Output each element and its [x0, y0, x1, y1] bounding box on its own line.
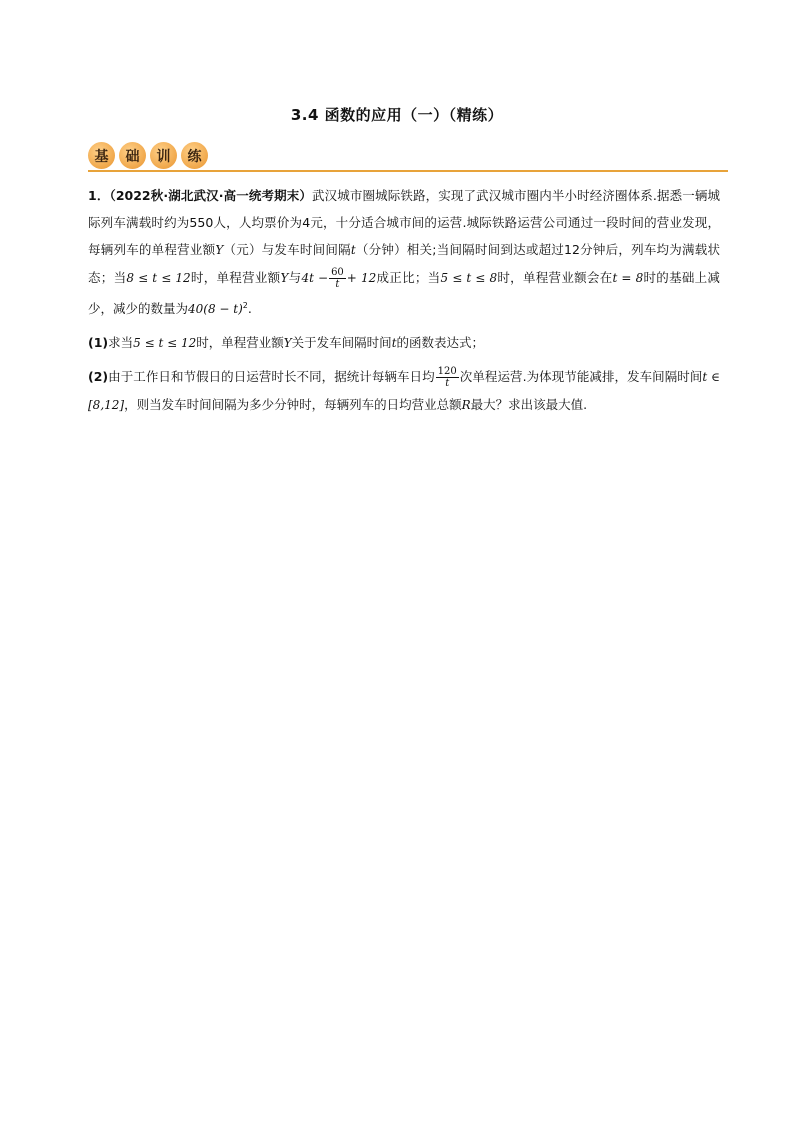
- var-t: t: [391, 336, 397, 351]
- fraction-denominator: t: [445, 378, 450, 390]
- expression-decrease: 40(8 − t): [188, 302, 243, 317]
- fraction-numerator: 120: [437, 366, 457, 378]
- part-2-label: (2): [88, 369, 109, 385]
- problem-source: ．（2022秋·湖北武汉·高一统考期末）: [96, 188, 312, 203]
- var-Y: Y: [283, 336, 292, 351]
- banner-char-3: 训: [150, 142, 177, 169]
- expression-part-a: 4t −: [301, 271, 329, 285]
- expression-part-b: + 12: [346, 271, 377, 285]
- fraction-numerator: 60: [331, 267, 344, 278]
- part-text: 由于工作日和节假日的日运营时长不同，据统计每辆车日均: [108, 369, 435, 385]
- part-2: [88, 363, 720, 419]
- problem-text: 时，单程营业额会在: [497, 270, 613, 285]
- banner-char-1: 基: [88, 142, 115, 169]
- var-Y: Y: [280, 271, 289, 285]
- banner-circles: [88, 142, 212, 169]
- problem-text: .: [247, 301, 252, 317]
- part-text: 关于发车间隔时间: [291, 335, 392, 351]
- problem-text: 时的基础上减少，减少的数量为: [88, 270, 720, 317]
- problem-text: （元）与发车时间间隔: [223, 242, 351, 257]
- banner-char-4: 练: [181, 142, 208, 169]
- condition-8-12: 8 ≤ t ≤ 12: [126, 271, 191, 285]
- part-text: 的函数表达式；: [396, 335, 485, 351]
- exponent: 2: [242, 301, 248, 310]
- problem-text: 与: [288, 270, 302, 285]
- part-text: 时，单程营业额: [196, 335, 284, 351]
- banner-underline: [88, 170, 728, 172]
- problem-text: 成正比；当: [376, 270, 441, 285]
- part-1: [88, 329, 720, 357]
- part-text: 次单程运营.为体现节能减排，发车间隔时间: [459, 369, 703, 385]
- section-banner: [88, 142, 728, 172]
- condition-t-8: t = 8: [612, 271, 644, 285]
- fraction-60-over-t: [329, 267, 346, 290]
- part-text: 求当: [108, 335, 134, 351]
- var-R: R: [461, 398, 471, 413]
- problem-text: 时，单程营业额: [190, 270, 281, 285]
- problem-statement: [88, 182, 720, 323]
- banner-char-2: 础: [119, 142, 146, 169]
- part-text: ，则当发车时间间隔为多少分钟时，每辆列车的日均营业总额: [124, 397, 462, 413]
- problem-text: （分钟）相关;当间隔时间到达或超过12分钟后，列车均为满载状态；当: [88, 242, 720, 285]
- part-text: 最大？求出该最大值.: [470, 397, 588, 413]
- var-Y: Y: [215, 243, 224, 257]
- var-t: t: [350, 243, 356, 257]
- page-title: 3.4 函数的应用（一）（精练）: [290, 106, 504, 124]
- problem-content: [88, 182, 720, 419]
- condition-interval: t ∈ [8,12]: [88, 370, 720, 413]
- condition-5-8: 5 ≤ t ≤ 8: [440, 271, 498, 285]
- part-1-label: (1): [88, 335, 109, 351]
- problem-number: 1: [88, 188, 97, 203]
- fraction-120-over-t: [436, 366, 459, 389]
- condition-5-12: 5 ≤ t ≤ 12: [133, 336, 197, 351]
- problem-intro: 武汉城市圈城际铁路，实现了武汉城市圈内半小时经济圈体系.据悉一辆城际列车满载时约为550人，人均票价为4元，十分适合城市间的运营.城际铁路运营公司通过一段时间的营业发现，每辆列车的单程营业额: [88, 188, 720, 257]
- fraction-denominator: t: [335, 279, 340, 290]
